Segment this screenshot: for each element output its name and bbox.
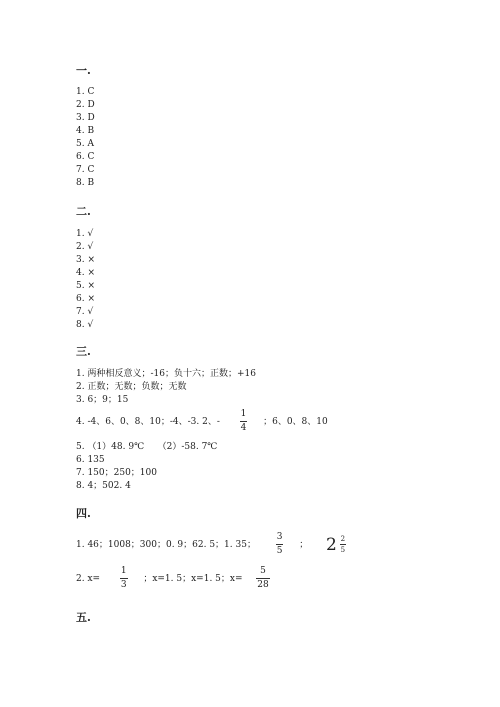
fraction-denominator: 5: [276, 546, 283, 556]
fraction-one-quarter: [240, 409, 248, 434]
section-2-item-6: 6. ×: [76, 294, 95, 304]
section-3-item-8: 8. 4；502. 4: [76, 481, 131, 491]
section-1-item-2: 2. D: [76, 100, 95, 110]
section-2-item-7: 7. √: [76, 307, 94, 317]
section-1-item-6: 6. C: [76, 152, 95, 162]
fraction-numerator: 1: [120, 566, 127, 576]
fraction-numerator: 5: [260, 566, 266, 576]
section-4-item-1-separator: ；: [299, 540, 309, 550]
fraction-numerator: 3: [276, 532, 283, 542]
fraction-bar: [240, 421, 248, 422]
section-1-heading: 一.: [76, 64, 91, 77]
section-3-heading: 三.: [76, 345, 91, 358]
section-3-item-4: [76, 409, 328, 434]
fraction-denominator: 5: [340, 546, 346, 554]
section-3-item-4-text-after: ；6、0、8、10: [263, 417, 328, 427]
fraction-denominator: 4: [240, 423, 247, 433]
section-1-item-3: 3. D: [76, 113, 95, 123]
mixed-number-two-and-two-fifths: [326, 535, 346, 554]
section-1-item-4: 4. B: [76, 126, 95, 136]
section-3-item-7: 7. 150；250；100: [76, 468, 157, 478]
section-2-item-8: 8. √: [76, 320, 94, 330]
fraction-denominator: 3: [120, 580, 127, 590]
section-1-item-1: 1. C: [76, 87, 95, 97]
fraction-bar: [256, 578, 269, 579]
section-3-item-1: 1. 两种相反意义；-16；负十六；正数；+16: [76, 369, 256, 379]
fraction-numerator: 2: [340, 535, 346, 543]
section-4-item-2-text-before: 2. x=: [76, 574, 101, 584]
section-4-item-2: [76, 566, 270, 591]
fraction-five-twentyeighths: [256, 566, 269, 591]
section-3-item-5: 5. （1）48. 9℃ （2）-58. 7℃: [76, 442, 218, 452]
fraction-bar: [340, 544, 346, 545]
mixed-number-whole: 2: [325, 534, 337, 555]
fraction-one-third: [120, 566, 128, 591]
section-3-item-2: 2. 正数；无数；负数；无数: [76, 382, 187, 392]
section-4-item-2-text-mid: ；x=1. 5；x=1. 5；x=: [143, 574, 243, 584]
section-1-item-7: 7. C: [76, 165, 95, 175]
section-3-item-6: 6. 135: [76, 455, 105, 465]
section-4-heading: 四.: [76, 507, 91, 520]
fraction-denominator: 28: [257, 580, 269, 590]
section-1-item-5: 5. A: [76, 139, 94, 149]
section-2-heading: 二.: [76, 205, 91, 218]
section-3-item-3: 3. 6；9；15: [76, 395, 129, 405]
section-4-item-1: [76, 532, 346, 557]
fraction-numerator: 1: [240, 409, 247, 419]
section-5-heading: 五.: [76, 611, 91, 624]
mixed-number-fraction: [340, 535, 346, 554]
section-2-item-3: 3. ×: [76, 255, 95, 265]
fraction-bar: [276, 544, 284, 545]
section-2-item-2: 2. √: [76, 242, 94, 252]
section-3-item-4-text-before: 4. -4、6、0、8、10；-4、-3. 2、-: [76, 417, 220, 427]
section-1-item-8: 8. B: [76, 178, 95, 188]
fraction-three-fifths: [276, 532, 284, 557]
fraction-bar: [120, 578, 128, 579]
section-2-item-1: 1. √: [76, 229, 94, 239]
section-4-item-1-text-before: 1. 46；1008；300；0. 9；62. 5；1. 35；: [76, 540, 256, 550]
section-2-item-5: 5. ×: [76, 281, 95, 291]
section-2-item-4: 4. ×: [76, 268, 95, 278]
